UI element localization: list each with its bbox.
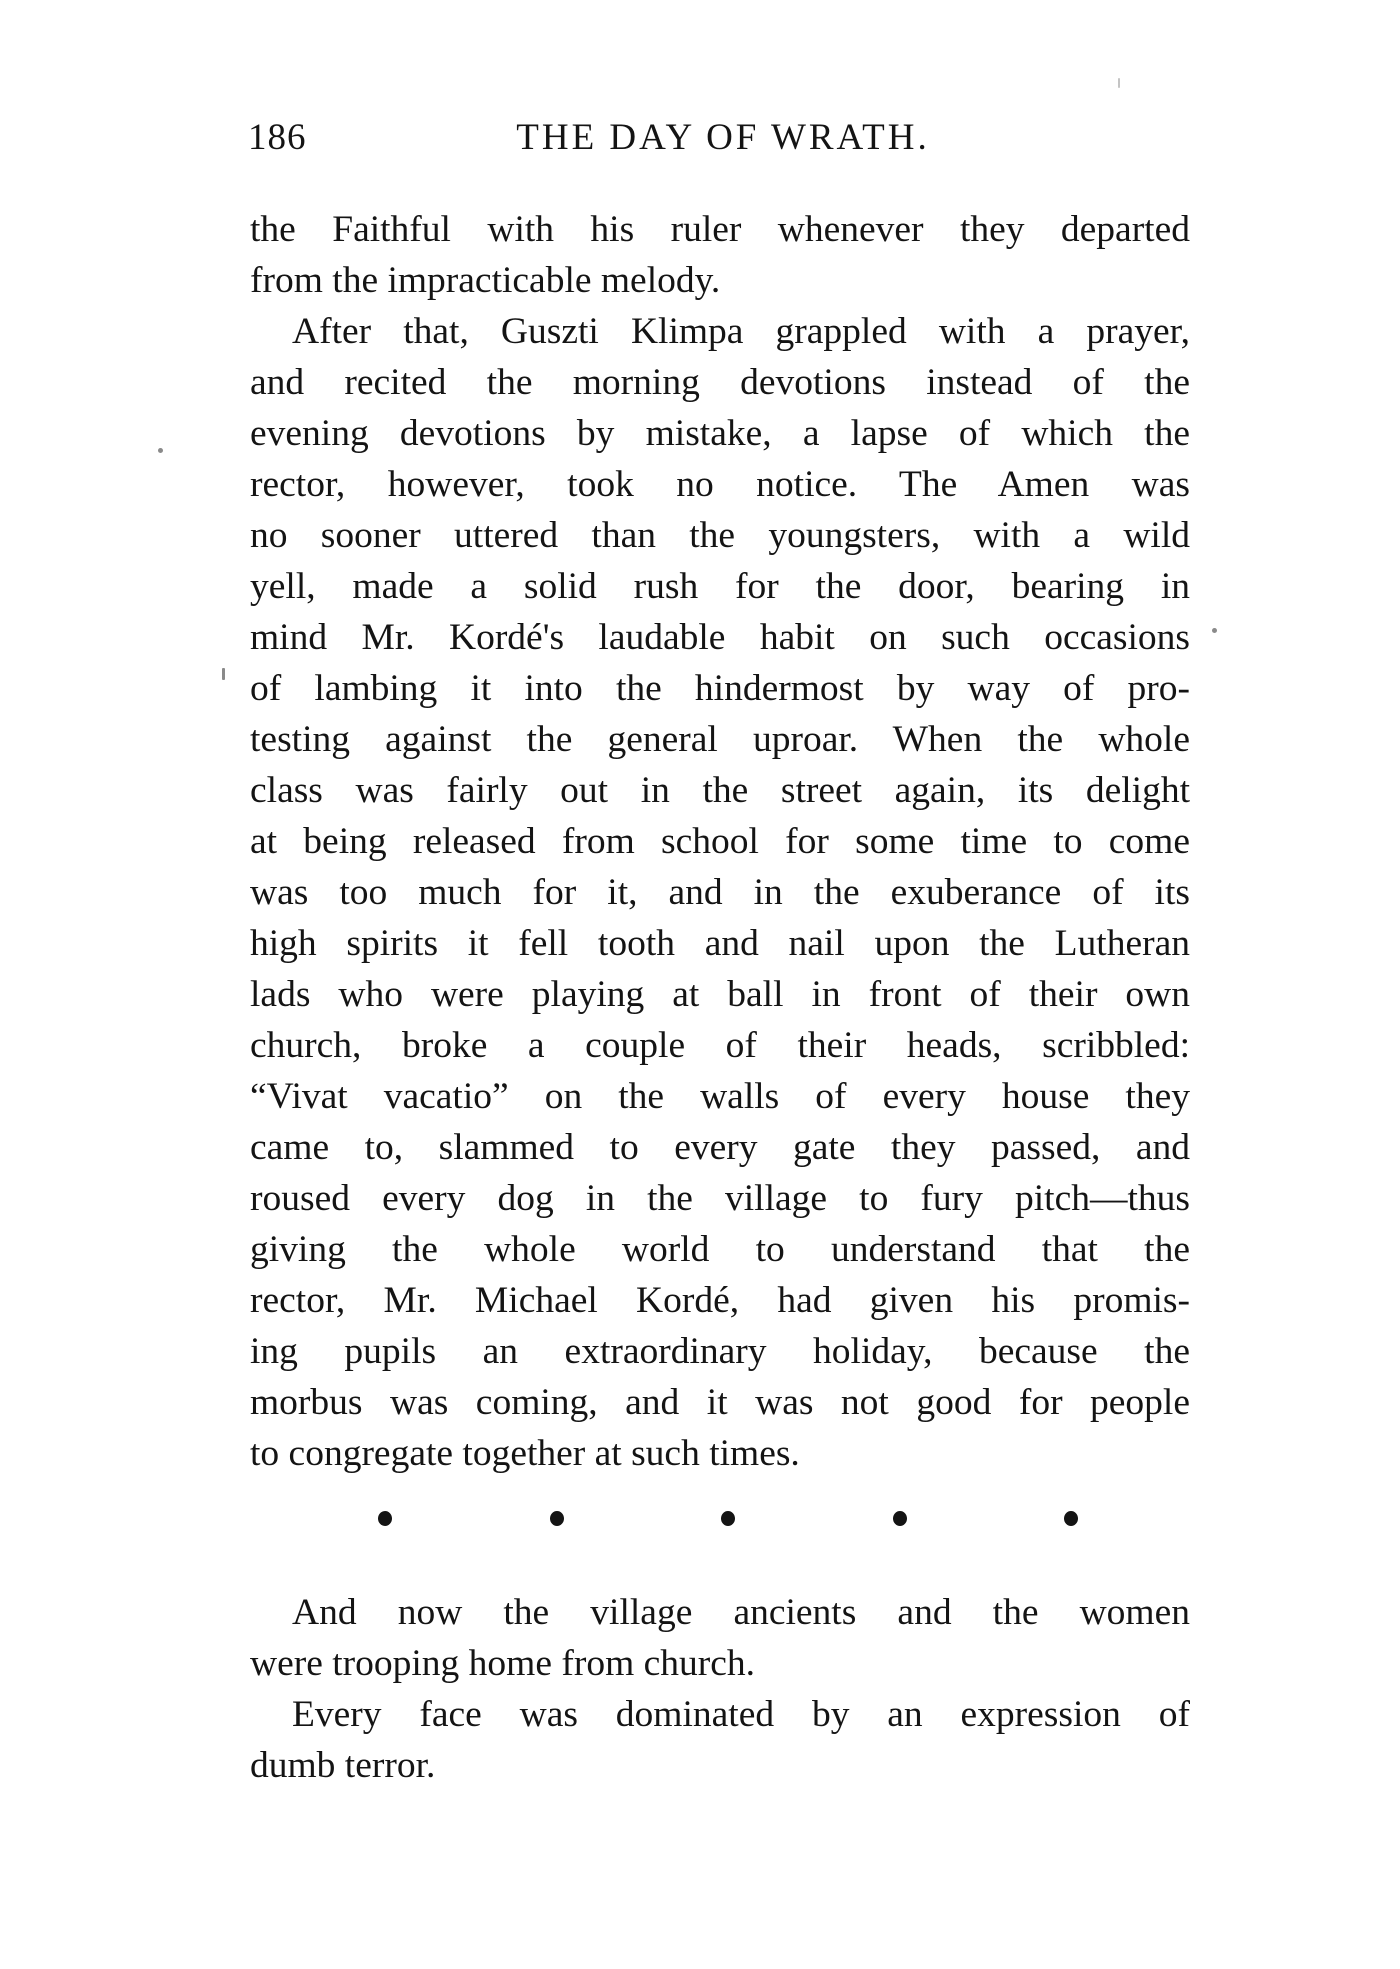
page-number: 186: [248, 117, 307, 158]
text-line: church, broke a couple of their heads, scribbled:: [250, 1025, 1190, 1066]
text-line: giving the whole world to understand that the: [250, 1229, 1190, 1270]
scan-speck: [1118, 78, 1120, 88]
scan-speck: [158, 448, 163, 453]
section-break-ornament: [378, 1498, 1078, 1538]
text-line: Every face was dominated by an expression of: [292, 1694, 1190, 1735]
ornament-dot: [550, 1511, 564, 1526]
text-line: were trooping home from church.: [250, 1643, 756, 1684]
scan-speck: [222, 668, 225, 680]
text-line: “Vivat vacatio” on the walls of every house they: [250, 1076, 1190, 1117]
text-line: high spirits it fell tooth and nail upon the Lutheran: [250, 923, 1190, 964]
text-line: rector, Mr. Michael Kordé, had given his promis-: [250, 1280, 1190, 1321]
text-line: roused every dog in the village to fury pitch—thus: [250, 1178, 1190, 1219]
text-line: After that, Guszti Klimpa grappled with a prayer,: [292, 311, 1190, 352]
text-line: class was fairly out in the street again, its delight: [250, 770, 1190, 811]
text-line: rector, however, took no notice. The Amen was: [250, 464, 1190, 505]
text-line: dumb terror.: [250, 1745, 436, 1786]
body-text-section-2: [250, 1587, 1190, 1791]
text-line: lads who were playing at ball in front of their own: [250, 974, 1190, 1015]
text-line: and recited the morning devotions instead of the: [250, 362, 1190, 403]
running-title: THE DAY OF WRATH.: [516, 117, 930, 158]
text-line: at being released from school for some time to come: [250, 821, 1190, 862]
text-line: from the impracticable melody.: [250, 260, 721, 301]
text-line: evening devotions by mistake, a lapse of which the: [250, 413, 1190, 454]
ornament-dot: [1064, 1511, 1078, 1526]
ornament-dot: [378, 1511, 392, 1526]
text-line: the Faithful with his ruler whenever they departed: [250, 209, 1190, 250]
text-line: to congregate together at such times.: [250, 1433, 800, 1474]
running-head: [248, 108, 1198, 168]
text-line: mind Mr. Kordé's laudable habit on such occasions: [250, 617, 1190, 658]
text-line: testing against the general uproar. When the whole: [250, 719, 1190, 760]
text-line: And now the village ancients and the women: [292, 1592, 1190, 1633]
text-line: morbus was coming, and it was not good for people: [250, 1382, 1190, 1423]
text-line: came to, slammed to every gate they passed, and: [250, 1127, 1190, 1168]
scan-speck: [1212, 628, 1217, 633]
text-line: of lambing it into the hindermost by way of pro-: [250, 668, 1190, 709]
text-line: yell, made a solid rush for the door, bearing in: [250, 566, 1190, 607]
text-line: was too much for it, and in the exuberance of its: [250, 872, 1190, 913]
text-line: ing pupils an extraordinary holiday, because the: [250, 1331, 1190, 1372]
body-text-section-1: [250, 204, 1190, 1479]
ornament-dot: [893, 1511, 907, 1526]
text-line: no sooner uttered than the youngsters, with a wild: [250, 515, 1190, 556]
ornament-dot: [721, 1511, 735, 1526]
